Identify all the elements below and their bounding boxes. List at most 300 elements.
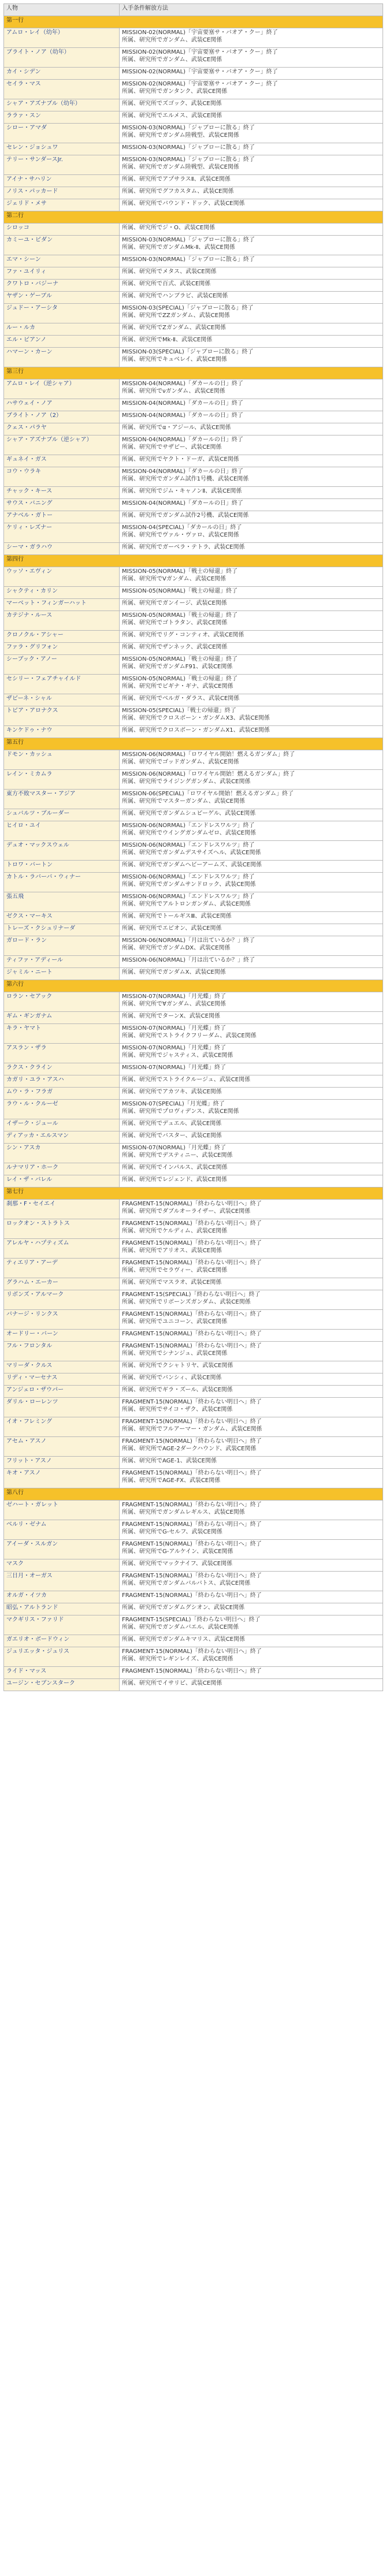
condition-line: FRAGMENT-15(NORMAL)「終わらない明日へ」終了 [122, 1311, 262, 1317]
character-name: バナージ・リンクス [4, 1310, 120, 1330]
character-name: ジュリエッタ・ジュリス [4, 1647, 120, 1667]
table-row [4, 1679, 383, 1691]
table-row [4, 1417, 383, 1437]
unlock-condition [120, 1437, 383, 1457]
character-name: テリー・サンダースJr. [4, 155, 120, 175]
unlock-condition [120, 770, 383, 790]
condition-line: FRAGMENT-15(NORMAL)「終わらない明日へ」終了 [122, 1438, 262, 1445]
table-row [4, 1144, 383, 1163]
character-name: ジャミル・ニート [4, 968, 120, 980]
condition-line: 所属、研究所でガンダムバルバトス、武装CE関係 [122, 1580, 251, 1587]
character-name: カミーユ・ビダン [4, 236, 120, 255]
unlock-condition [120, 1361, 383, 1373]
unlock-condition [120, 643, 383, 655]
character-name: マーベット・フィンガーハット [4, 599, 120, 611]
unlock-condition [120, 790, 383, 809]
character-name: ヤザン・ゲーブル [4, 292, 120, 304]
unlock-condition [120, 411, 383, 423]
unlock-condition [120, 841, 383, 861]
table-row [4, 706, 383, 726]
condition-line: MISSION-06(NORMAL)「エンドレスワルツ」終了 [122, 822, 255, 829]
condition-line: MISSION-07(NORMAL)「月光蝶」終了 [122, 1025, 227, 1032]
unlock-condition [120, 255, 383, 267]
character-name: 張五飛 [4, 892, 120, 912]
character-name: ウッソ・エヴィン [4, 567, 120, 587]
table-row [4, 1591, 383, 1603]
table-row [4, 567, 383, 587]
table-row [4, 611, 383, 631]
condition-line: 所属、研究所でアルトロンガンダム、武装CE関係 [122, 901, 251, 907]
condition-line: 所属、研究所でガンダムバエル、武装CE関係 [122, 1624, 239, 1631]
header-person: 人物 [4, 4, 120, 16]
condition-line: 所属、研究所でウイングガンダムゼロ、武装CE関係 [122, 830, 257, 836]
character-name: ジェリド・メサ [4, 199, 120, 211]
character-name: イザーク・ジュール [4, 1119, 120, 1131]
table-row [4, 1175, 383, 1188]
section-header-row [4, 211, 383, 224]
character-name: ラウ・ル・クルーゼ [4, 1100, 120, 1119]
unlock-condition [120, 175, 383, 187]
unlock-condition [120, 155, 383, 175]
condition-line: 所属、研究所でクロスボーン・ガンダムX3、武装CE関係 [122, 715, 270, 721]
condition-line: MISSION-03(NORMAL)「ジャブローに散る」終了 [122, 256, 255, 263]
condition-line: 所属、研究所でビギナ・ギナ、武装CE関係 [122, 683, 233, 690]
character-name: ダリル・ローレンツ [4, 1398, 120, 1417]
unlock-condition [120, 1119, 383, 1131]
condition-line: MISSION-05(NORMAL)「戦士の帰還」終了 [122, 588, 238, 594]
unlock-condition [120, 80, 383, 99]
condition-line: 所属、研究所でガンダム陸戦型、武装CE関係 [122, 132, 239, 139]
table-row [4, 175, 383, 187]
character-name: ハサウェイ・ノア [4, 399, 120, 411]
condition-line: MISSION-04(NORMAL)「ダカールの日」終了 [122, 412, 243, 419]
condition-line: FRAGMENT-15(NORMAL)「終わらない明日へ」終了 [122, 1240, 262, 1246]
condition-line: 所属、研究所でガンタンク、武装CE関係 [122, 88, 228, 95]
character-name: ティファ・アディール [4, 956, 120, 968]
character-name: ルナマリア・ホーク [4, 1163, 120, 1175]
table-header-row [4, 4, 383, 16]
character-name: ドモン・カッシュ [4, 750, 120, 770]
character-name: リボンズ・アルマーク [4, 1290, 120, 1310]
unlock-condition [120, 1175, 383, 1188]
unlock-condition [120, 873, 383, 892]
condition-line: 所属、研究所でデュエル、武装CE関係 [122, 1121, 222, 1127]
table-row [4, 1200, 383, 1219]
condition-line: 所属、研究所でガンダム、武装CE関係 [122, 37, 222, 43]
unlock-condition [120, 111, 383, 124]
condition-line: FRAGMENT-15(NORMAL)「終わらない明日へ」終了 [122, 1260, 262, 1266]
condition-line: 所属、研究所でAGE-FX、武装CE関係 [122, 1477, 221, 1484]
condition-line: MISSION-07(NORMAL)「月光蝶」終了 [122, 1064, 227, 1071]
unlock-condition [120, 694, 383, 706]
unlock-condition [120, 992, 383, 1012]
condition-line: 所属、研究所でレギンレイズ、武装CE関係 [122, 1656, 233, 1662]
condition-line: MISSION-06(NORMAL)「ロワイヤル開始！燃えるガンダム」終了 [122, 751, 295, 758]
unlock-condition [120, 1100, 383, 1119]
table-row [4, 523, 383, 543]
table-row [4, 992, 383, 1012]
unlock-condition [120, 611, 383, 631]
unlock-condition [120, 48, 383, 68]
table-row [4, 599, 383, 611]
character-name: ブライト・ノア（2） [4, 411, 120, 423]
condition-line: FRAGMENT-15(NORMAL)「終わらない明日へ」終了 [122, 1592, 262, 1599]
table-row [4, 280, 383, 292]
unlock-condition [120, 1024, 383, 1044]
condition-line: FRAGMENT-15(NORMAL)「終わらない明日へ」終了 [122, 1399, 262, 1405]
unlock-condition [120, 1603, 383, 1615]
condition-line: 所属、研究所でバウンド・ドック、武装CE関係 [122, 200, 245, 207]
table-row [4, 543, 383, 555]
condition-line: FRAGMENT-15(NORMAL)「終わらない明日へ」終了 [122, 1331, 262, 1337]
table-row [4, 187, 383, 199]
character-name: シロー・アマダ [4, 124, 120, 143]
table-row [4, 224, 383, 236]
table-row [4, 873, 383, 892]
unlock-condition [120, 1163, 383, 1175]
unlock-condition [120, 924, 383, 936]
condition-line: 所属、研究所でガンダムグシオン、武装CE関係 [122, 1605, 245, 1611]
unlock-condition [120, 187, 383, 199]
unlock-condition [120, 1572, 383, 1591]
character-name: ファラ・グリフォン [4, 643, 120, 655]
character-name: アムロ・レイ（幼年） [4, 28, 120, 48]
header-condition: 入手条件解放方法 [120, 4, 383, 16]
unlock-condition [120, 304, 383, 323]
character-name: トレーズ・クシュリナーダ [4, 924, 120, 936]
table-row [4, 379, 383, 399]
condition-line: FRAGMENT-15(NORMAL)「終わらない明日へ」終了 [122, 1502, 262, 1508]
condition-line: 所属、研究所でAGE-1、武装CE関係 [122, 1458, 217, 1464]
unlock-condition [120, 543, 383, 555]
unlock-condition [120, 1373, 383, 1386]
character-name: イオ・フレミング [4, 1417, 120, 1437]
table-row [4, 267, 383, 280]
section-header-row [4, 980, 383, 992]
condition-line: 所属、研究所でガンダムサンドロック、武装CE関係 [122, 881, 256, 888]
condition-line: MISSION-03(NORMAL)「ジャブローに散る」終了 [122, 144, 255, 151]
character-name: ロラン・セアック [4, 992, 120, 1012]
character-name: セイラ・マス [4, 80, 120, 99]
condition-line: 所属、研究所でハンブラビ、武装CE関係 [122, 293, 228, 299]
section-title: 第三行 [4, 367, 383, 379]
character-name: マスク [4, 1559, 120, 1572]
condition-line: 所属、研究所でガンダムF91、武装CE関係 [122, 664, 233, 670]
condition-line: 所属、研究所でZZガンダム、武装CE関係 [122, 312, 230, 319]
condition-line: 所属、研究所でゴトラタン、武装CE関係 [122, 620, 228, 626]
table-row [4, 292, 383, 304]
condition-line: 所属、研究所でギラ・ズール、武装CE関係 [122, 1387, 233, 1393]
condition-line: MISSION-06(NORMAL)「月は出ているか？」終了 [122, 937, 255, 944]
condition-line: 所属、研究所でフルアーマー・ガンダム、武装CE関係 [122, 1426, 262, 1432]
unlock-condition [120, 1239, 383, 1259]
unlock-condition [120, 499, 383, 511]
character-name: クロノクル・アシャー [4, 631, 120, 643]
table-row [4, 80, 383, 99]
character-name: 刹那・F・セイエイ [4, 1200, 120, 1219]
character-name: カトル・ラバーバ・ウィナー [4, 873, 120, 892]
character-name: ジュドー・アーシタ [4, 304, 120, 323]
section-title: 第六行 [4, 980, 383, 992]
condition-line: 所属、研究所でG-セルフ、武装CE関係 [122, 1529, 222, 1535]
condition-line: 所属、研究所でストライクフリーダム、武装CE関係 [122, 1033, 257, 1039]
unlock-condition [120, 28, 383, 48]
table-row [4, 411, 383, 423]
character-name: グラハム・エーカー [4, 1278, 120, 1290]
condition-line: 所属、研究所でユニコーン、武装CE関係 [122, 1319, 228, 1325]
table-row [4, 821, 383, 841]
condition-line: FRAGMENT-15(NORMAL)「終わらない明日へ」終了 [122, 1201, 262, 1207]
character-name: デュオ・マックスウェル [4, 841, 120, 861]
unlock-condition [120, 1591, 383, 1603]
unlock-condition [120, 224, 383, 236]
condition-line: MISSION-02(NORMAL)「宇宙要塞サ・バオア・クー」終了 [122, 49, 278, 55]
table-row [4, 1239, 383, 1259]
section-header-row [4, 367, 383, 379]
table-row [4, 587, 383, 599]
condition-line: 所属、研究所でアプサラスⅡ、武装CE関係 [122, 176, 231, 183]
character-name: ゼハート・ガレット [4, 1501, 120, 1520]
unlock-condition [120, 956, 383, 968]
character-name: シーブック・アノー [4, 655, 120, 675]
table-row [4, 1131, 383, 1144]
character-name: ノリス・パッカード [4, 187, 120, 199]
condition-line: MISSION-04(NORMAL)「ダカールの日」終了 [122, 468, 243, 475]
unlock-condition [120, 1540, 383, 1559]
table-row [4, 1119, 383, 1131]
table-row [4, 399, 383, 411]
condition-line: 所属、研究所でキュベレイ、武装CE関係 [122, 356, 227, 363]
character-name: カガリ・ユラ・アスハ [4, 1075, 120, 1088]
character-name: ティエリア・アーデ [4, 1259, 120, 1278]
condition-line: 所属、研究所でAGE-2ダークハウンド、武装CE関係 [122, 1446, 257, 1452]
condition-line: 所属、研究所でZガンダム、武装CE関係 [122, 325, 227, 331]
table-row [4, 924, 383, 936]
condition-line: MISSION-02(NORMAL)「宇宙要塞サ・バオア・クー」終了 [122, 81, 278, 87]
condition-line: MISSION-05(SPECIAL)「戦士の帰還」終了 [122, 708, 236, 714]
condition-line: 所属、研究所でVガンダム、武装CE関係 [122, 576, 227, 582]
character-name: アイーダ・スルガン [4, 1540, 120, 1559]
character-name: ムウ・ラ・フラガ [4, 1088, 120, 1100]
condition-line: MISSION-04(NORMAL)「ダカールの日」終了 [122, 437, 243, 443]
character-name: オードリー・バーン [4, 1330, 120, 1342]
condition-line: MISSION-04(NORMAL)「ダカールの日」終了 [122, 400, 243, 407]
table-row [4, 1457, 383, 1469]
condition-line: 所属、研究所でヤクト・ドーガ、武装CE関係 [122, 456, 239, 463]
condition-line: 所属、研究所でガンダム試作2号機、武装CE関係 [122, 512, 249, 519]
character-name: マリーダ・クルス [4, 1361, 120, 1373]
table-row [4, 1163, 383, 1175]
section-header-row [4, 16, 383, 28]
table-row [4, 1100, 383, 1119]
unlock-condition [120, 1290, 383, 1310]
character-name: オルガ・イツカ [4, 1591, 120, 1603]
table-row [4, 336, 383, 348]
unlock-condition [120, 750, 383, 770]
table-row [4, 1667, 383, 1679]
table-row [4, 255, 383, 267]
condition-line: 所属、研究所でダブルオーライザー、武装CE関係 [122, 1208, 251, 1215]
table-row [4, 511, 383, 523]
character-name: ルー・ルカ [4, 323, 120, 336]
table-row [4, 99, 383, 111]
character-name: ギュネイ・ガス [4, 455, 120, 467]
table-row [4, 1386, 383, 1398]
condition-line: 所属、研究所でアカツキ、武装CE関係 [122, 1089, 222, 1095]
character-name: トビア・アロナクス [4, 706, 120, 726]
character-name: アレルヤ・ハプティズム [4, 1239, 120, 1259]
table-row [4, 1501, 383, 1520]
unlock-condition [120, 423, 383, 435]
condition-line: 所属、研究所でズゴック、武装CE関係 [122, 100, 222, 107]
unlock-condition [120, 292, 383, 304]
unlock-condition [120, 1200, 383, 1219]
section-title: 第七行 [4, 1188, 383, 1200]
table-row [4, 323, 383, 336]
table-row [4, 1373, 383, 1386]
section-header-row [4, 738, 383, 750]
condition-line: 所属、研究所でエピオン、武装CE関係 [122, 925, 222, 932]
character-name: ララァ・スン [4, 111, 120, 124]
character-name: ベルリ・ゼナム [4, 1520, 120, 1540]
unlock-condition [120, 124, 383, 143]
table-row [4, 124, 383, 143]
condition-line: 所属、研究所でリボーンズガンダム、武装CE関係 [122, 1299, 251, 1305]
unlock-condition [120, 726, 383, 738]
character-name: アンジェロ・ザウパー [4, 1386, 120, 1398]
condition-line: MISSION-07(NORMAL)「月光蝶」終了 [122, 993, 227, 1000]
table-row [4, 1437, 383, 1457]
unlock-condition [120, 323, 383, 336]
table-row [4, 1361, 383, 1373]
section-header-row [4, 555, 383, 567]
table-row [4, 68, 383, 80]
unlock-condition [120, 143, 383, 155]
unlock-condition [120, 655, 383, 675]
character-name: ヒイロ・ユイ [4, 821, 120, 841]
unlock-condition [120, 936, 383, 956]
table-row [4, 675, 383, 694]
unlock-condition [120, 1342, 383, 1361]
condition-line: FRAGMENT-15(NORMAL)「終わらない明日へ」終了 [122, 1541, 262, 1547]
unlock-condition [120, 675, 383, 694]
condition-line: 所属、研究所でα・アジール、武装CE関係 [122, 425, 231, 431]
unlock-condition [120, 809, 383, 821]
character-name: リディ・マーセナス [4, 1373, 120, 1386]
character-name: シロッコ [4, 224, 120, 236]
unlock-condition [120, 236, 383, 255]
character-name: アムロ・レイ（逆シャア） [4, 379, 120, 399]
condition-line: MISSION-05(NORMAL)「戦士の帰還」終了 [122, 676, 238, 682]
unlock-condition [120, 1310, 383, 1330]
table-row [4, 912, 383, 924]
table-row [4, 1540, 383, 1559]
character-name: コウ・ウラキ [4, 467, 120, 487]
unlock-condition [120, 1278, 383, 1290]
unlock-condition [120, 1044, 383, 1063]
table-row [4, 1520, 383, 1540]
condition-line: MISSION-02(NORMAL)「宇宙要塞サ・バオア・クー」終了 [122, 69, 278, 75]
condition-line: FRAGMENT-15(NORMAL)「終わらない明日へ」終了 [122, 1220, 262, 1227]
condition-line: MISSION-04(NORMAL)「ダカールの日」終了 [122, 500, 243, 507]
unlock-condition [120, 892, 383, 912]
section-title: 第一行 [4, 16, 383, 28]
unlock-condition [120, 567, 383, 587]
condition-line: 所属、研究所でサザビー、武装CE関係 [122, 444, 222, 451]
unlock-condition [120, 1259, 383, 1278]
condition-line: MISSION-06(NORMAL)「エンドレスワルツ」終了 [122, 874, 255, 880]
condition-line: MISSION-07(SPECIAL)「月光蝶」終了 [122, 1101, 225, 1107]
condition-line: MISSION-06(NORMAL)「エンドレスワルツ」終了 [122, 842, 255, 848]
character-name: ハマーン・カーン [4, 348, 120, 367]
section-header-row [4, 1188, 383, 1200]
table-row [4, 455, 383, 467]
table-row [4, 936, 383, 956]
character-name: ファ・ユイリィ [4, 267, 120, 280]
unlock-condition [120, 336, 383, 348]
table-row [4, 467, 383, 487]
condition-line: MISSION-05(NORMAL)「戦士の帰還」終了 [122, 568, 238, 575]
character-name: レイ・ザ・バレル [4, 1175, 120, 1188]
unlock-table [3, 3, 383, 1691]
character-name: 三日月・オーガス [4, 1572, 120, 1591]
section-title: 第八行 [4, 1488, 383, 1501]
table-row [4, 1219, 383, 1239]
unlock-condition [120, 1501, 383, 1520]
character-name: レイン・ミカムラ [4, 770, 120, 790]
unlock-condition [120, 587, 383, 599]
character-name: ガロード・ラン [4, 936, 120, 956]
table-row [4, 1398, 383, 1417]
condition-line: 所属、研究所でガンダム陸戦型、武装CE関係 [122, 164, 239, 170]
condition-line: 所属、研究所でプロヴィデンス、武装CE関係 [122, 1108, 239, 1115]
table-row [4, 1063, 383, 1075]
character-name: カイ・シデン [4, 68, 120, 80]
table-row [4, 809, 383, 821]
condition-line: MISSION-02(NORMAL)「宇宙要塞サ・バオア・クー」終了 [122, 29, 278, 36]
table-row [4, 499, 383, 511]
condition-line: MISSION-04(NORMAL)「ダカールの日」終了 [122, 381, 243, 387]
unlock-condition [120, 1647, 383, 1667]
condition-line: MISSION-03(NORMAL)「ジャブローに散る」終了 [122, 237, 255, 243]
character-name: ディアッカ・エルスマン [4, 1131, 120, 1144]
condition-line: 所属、研究所でベルガ・ダラス、武装CE関係 [122, 695, 240, 702]
condition-line: 所属、研究所でジム・キャノンⅡ、武装CE関係 [122, 488, 242, 494]
character-name: カテジナ・ルース [4, 611, 120, 631]
table-row [4, 770, 383, 790]
table-row [4, 199, 383, 211]
table-row [4, 1088, 383, 1100]
condition-line: FRAGMENT-15(NORMAL)「終わらない明日へ」終了 [122, 1668, 262, 1674]
character-name: ラクス・クライン [4, 1063, 120, 1075]
unlock-condition [120, 1219, 383, 1239]
condition-line: FRAGMENT-15(NORMAL)「終わらない明日へ」終了 [122, 1343, 262, 1349]
table-row [4, 1278, 383, 1290]
condition-line: MISSION-06(SPECIAL)「ロワイヤル開始！燃えるガンダム」終了 [122, 791, 294, 797]
table-row [4, 1024, 383, 1044]
condition-line: MISSION-06(NORMAL)「ロワイヤル開始！燃えるガンダム」終了 [122, 771, 295, 777]
condition-line: MISSION-03(SPECIAL)「ジャブローに散る」終了 [122, 305, 254, 311]
condition-line: MISSION-03(SPECIAL)「ジャブローに散る」終了 [122, 349, 254, 355]
condition-line: 所属、研究所でリグ・コンティオ、武装CE関係 [122, 632, 244, 638]
condition-line: 所属、研究所でマスラオ、武装CE関係 [122, 1279, 222, 1286]
unlock-condition [120, 1615, 383, 1635]
condition-line: 所属、研究所でマックナイフ、武装CE関係 [122, 1561, 233, 1567]
character-name: エル・ビアンノ [4, 336, 120, 348]
table-row [4, 487, 383, 499]
condition-line: 所属、研究所でガンダムシュピーゲル、武装CE関係 [122, 810, 256, 817]
unlock-condition [120, 1679, 383, 1691]
